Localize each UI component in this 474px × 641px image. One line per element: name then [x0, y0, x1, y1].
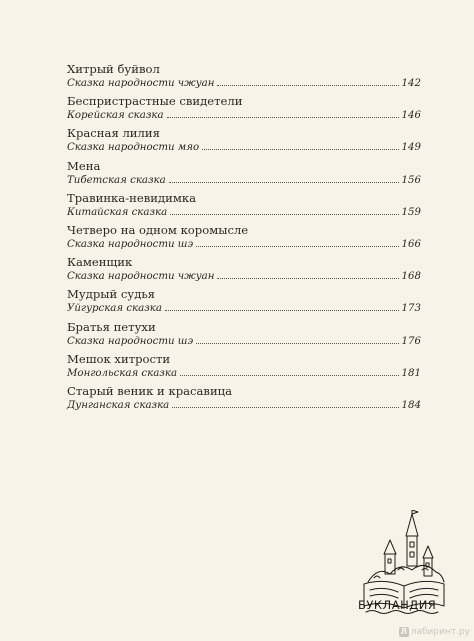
toc-line — [67, 206, 421, 219]
toc-title: Мудрый судья — [67, 287, 155, 302]
toc-page-number: 176 — [401, 335, 421, 347]
toc-line — [67, 399, 421, 412]
toc-title: Травинка-невидимка — [67, 190, 197, 205]
dot-leader — [196, 245, 398, 247]
toc-subtitle: Корейская сказка — [67, 110, 164, 122]
toc-subtitle: Китайская сказка — [67, 206, 168, 218]
dot-leader — [172, 406, 398, 408]
toc-title: Каменщик — [67, 255, 133, 270]
toc-title: Беспристрастные свидетели — [67, 94, 243, 109]
toc-title: Мешок хитрости — [67, 351, 171, 366]
toc-subtitle: Уйгурская сказка — [67, 303, 162, 315]
toc-subtitle: Монгольская сказка — [67, 367, 178, 379]
toc-line — [67, 238, 421, 251]
dot-leader — [169, 181, 399, 183]
toc-line — [67, 367, 421, 380]
toc-page-number: 142 — [401, 78, 421, 89]
toc-line — [67, 77, 421, 90]
toc-page-number: 168 — [401, 271, 421, 283]
toc-page-number: 159 — [401, 206, 421, 218]
toc-subtitle: Сказка народности чжуан — [67, 78, 215, 89]
toc-entry — [67, 384, 421, 416]
toc-title: Красная лилия — [67, 126, 160, 141]
toc-page-number: 149 — [401, 142, 421, 154]
toc-entry — [67, 223, 421, 255]
toc-line — [67, 174, 421, 187]
watermark-badge-icon: Л — [400, 627, 408, 636]
toc-title: Старый веник и красавица — [67, 383, 233, 398]
toc-page-number: 166 — [401, 238, 421, 250]
toc-page-number: 156 — [401, 174, 421, 186]
table-of-contents — [67, 62, 421, 416]
toc-page-number: 146 — [401, 110, 421, 122]
toc-title: Хитрый буйвол — [67, 62, 160, 76]
toc-title: Мена — [67, 158, 101, 173]
toc-subtitle: Тибетская сказка — [67, 174, 166, 186]
toc-subtitle: Сказка народности шэ — [67, 335, 194, 347]
toc-entry — [67, 320, 421, 352]
toc-subtitle: Сказка народности мяо — [67, 142, 200, 154]
watermark — [399, 627, 470, 637]
toc-line — [67, 270, 421, 283]
toc-subtitle: Дунганская сказка — [67, 399, 170, 411]
dot-leader — [170, 213, 398, 215]
toc-entry — [67, 159, 421, 191]
toc-entry — [67, 126, 421, 158]
toc-subtitle: Сказка народности чжуан — [67, 271, 215, 283]
toc-entry — [67, 287, 421, 319]
toc-title: Братья петухи — [67, 319, 156, 334]
dot-leader — [217, 84, 398, 86]
toc-entry — [67, 94, 421, 126]
toc-entry — [67, 352, 421, 384]
dot-leader — [217, 277, 398, 279]
publisher-logo-text: БУКЛАНДИЯ — [358, 598, 437, 612]
toc-title: Четверо на одном коромысле — [67, 222, 249, 237]
toc-page-number: 173 — [401, 303, 421, 315]
toc-line — [67, 141, 421, 154]
toc-line — [67, 109, 421, 122]
toc-subtitle: Сказка народности шэ — [67, 238, 194, 250]
dot-leader — [180, 374, 399, 376]
dot-leader — [165, 309, 399, 311]
watermark-text: лабиринт.ру — [410, 627, 470, 637]
toc-line — [67, 302, 421, 315]
toc-line — [67, 335, 421, 348]
toc-entry — [67, 62, 421, 94]
dot-leader — [196, 342, 398, 344]
dot-leader — [167, 116, 399, 118]
dot-leader — [202, 148, 398, 150]
toc-entry — [67, 255, 421, 287]
toc-page-number: 184 — [401, 399, 421, 411]
toc-entry — [67, 191, 421, 223]
toc-page-number: 181 — [401, 367, 421, 379]
